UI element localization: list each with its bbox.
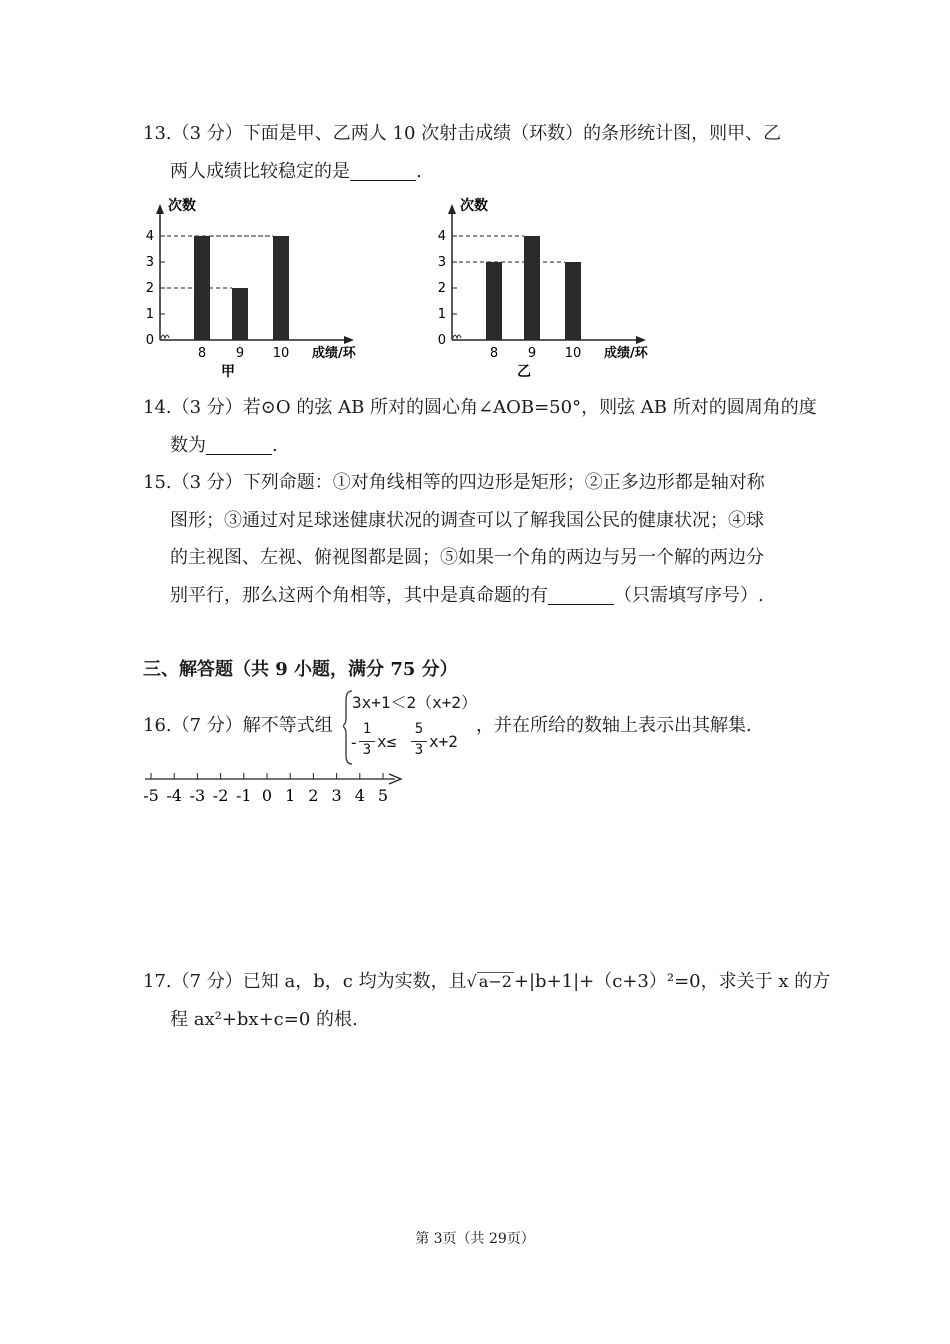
- bar-chart-jia: [140, 196, 380, 386]
- number-line-label: 5: [377, 786, 389, 805]
- y-tick-label: 3: [145, 255, 154, 270]
- x-tick-label: 9: [235, 346, 245, 361]
- q15-line-4: [170, 584, 764, 608]
- q15-line-1: 15.（3 分）下列命题：①对角线相等的四边形是矩形；②正多边形都是轴对称: [143, 472, 765, 493]
- chart-title: 甲: [221, 364, 235, 380]
- page-footer: 第 3页（共 29页）: [415, 1231, 535, 1247]
- q14-line-1: 14.（3 分）若⊙O 的弦 AB 所对的圆心角∠AOB=50°，则弦 AB 所对的圆周角的度: [143, 397, 817, 418]
- q15-line-4-text: 别平行，那么这两个角相等，其中是真命题的有: [170, 585, 548, 606]
- bar-chart-yi: [432, 196, 682, 386]
- q15-line-2: 图形；③通过对足球迷健康状况的调查可以了解我国公民的健康状况；④球: [170, 510, 764, 531]
- x-tick-label: 8: [489, 346, 499, 361]
- y-axis-arrow-icon: [448, 204, 456, 214]
- q14-line-2-text: 数为: [170, 435, 206, 456]
- y-tick-label: 4: [145, 229, 154, 244]
- inequality-1: 3x+1＜2（x+2）: [352, 693, 478, 712]
- q16-suffix: ，并在所给的数轴上表示出其解集.: [476, 715, 752, 736]
- frac1-num: 1: [362, 721, 372, 737]
- chart-title: 乙: [517, 364, 531, 380]
- x-axis-arrow-icon: [636, 336, 646, 344]
- x-tick-label: 8: [197, 346, 207, 361]
- q17-line-1: [143, 970, 830, 994]
- y-tick-label: 2: [145, 281, 154, 296]
- number-line-label: -1: [236, 786, 252, 805]
- q16-prefix: 16.（7 分）解不等式组: [143, 715, 333, 736]
- minus-sign: -: [349, 733, 359, 752]
- x-axis-label: 成绩/环: [604, 346, 648, 361]
- frac2-num: 5: [414, 721, 424, 737]
- sqrt-icon: √: [466, 972, 477, 991]
- q14-line-2-suffix: .: [272, 435, 278, 456]
- number-line-label: -3: [189, 786, 206, 805]
- y-tick-label: 2: [437, 281, 446, 296]
- number-line-label: 3: [331, 786, 342, 805]
- ineq2-mid: x≤: [377, 732, 397, 751]
- answer-blank: [350, 162, 416, 181]
- q17-line-2: 程 ax²+bx+c=0 的根.: [170, 1009, 358, 1030]
- sqrt-content: a−2: [478, 972, 512, 991]
- x-tick-label: 10: [272, 346, 290, 361]
- number-line-label: 4: [354, 786, 365, 805]
- axis-break-icon: [453, 335, 461, 338]
- y-axis-arrow-icon: [156, 204, 164, 214]
- number-line-label: -2: [212, 786, 229, 805]
- y-axis-label: 次数: [168, 198, 196, 214]
- q13-line-1: 13.（3 分）下面是甲、乙两人 10 次射击成绩（环数）的条形统计图，则甲、乙: [143, 123, 782, 144]
- chart-jia: [140, 196, 380, 390]
- number-line-label: -5: [143, 786, 159, 805]
- ineq2-end: x+2: [429, 732, 458, 751]
- x-tick-label: 9: [527, 346, 537, 361]
- x-axis-label: 成绩/环: [312, 346, 356, 361]
- answer-blank: [548, 586, 614, 605]
- y-tick-label: 1: [437, 307, 446, 322]
- frac2-den: 3: [414, 742, 424, 758]
- q13-line-2-suffix: .: [416, 161, 422, 182]
- bar-9: [232, 288, 248, 340]
- y-tick-label: 0: [437, 333, 446, 348]
- number-line-label: 0: [261, 786, 273, 805]
- q17-line-1b: +|b+1|+（c+3）²=0，求关于 x 的方: [513, 971, 831, 992]
- q17-line-1a: 17.（7 分）已知 a，b，c 均为实数，且: [143, 971, 467, 992]
- bar-10: [565, 262, 581, 340]
- q13-line-2: [170, 160, 422, 184]
- q14-line-2: [170, 434, 278, 458]
- axis-break-icon: [161, 335, 169, 338]
- section-title: 三、解答题（共 9 小题，满分 75 分）: [143, 659, 458, 680]
- bar-8: [486, 262, 502, 340]
- q15-line-4-suffix: （只需填写序号）.: [614, 585, 764, 606]
- number-line: [143, 768, 413, 812]
- q13-line-2-text: 两人成绩比较稳定的是: [170, 161, 350, 182]
- y-tick-label: 1: [145, 307, 154, 322]
- number-line-label: 2: [308, 786, 319, 805]
- answer-blank: [206, 436, 272, 455]
- x-axis-arrow-icon: [344, 336, 354, 344]
- number-line-label: 1: [285, 786, 296, 805]
- bar-10: [273, 236, 289, 340]
- y-tick-label: 0: [145, 333, 154, 348]
- frac1-den: 3: [362, 742, 372, 758]
- y-axis-label: 次数: [460, 198, 488, 214]
- bar-9: [524, 236, 540, 340]
- chart-yi: [432, 196, 682, 390]
- y-tick-label: 4: [437, 229, 446, 244]
- y-tick-label: 3: [437, 255, 446, 270]
- inequality-2: [349, 721, 474, 763]
- x-tick-label: 10: [564, 346, 582, 361]
- inequality-system: [343, 688, 478, 768]
- number-line-axis: [143, 768, 413, 808]
- q15-line-3: 的主视图、左视、俯视图都是圆；⑤如果一个角的两边与另一个解的两边分: [170, 547, 764, 568]
- number-line-label: -4: [166, 786, 182, 805]
